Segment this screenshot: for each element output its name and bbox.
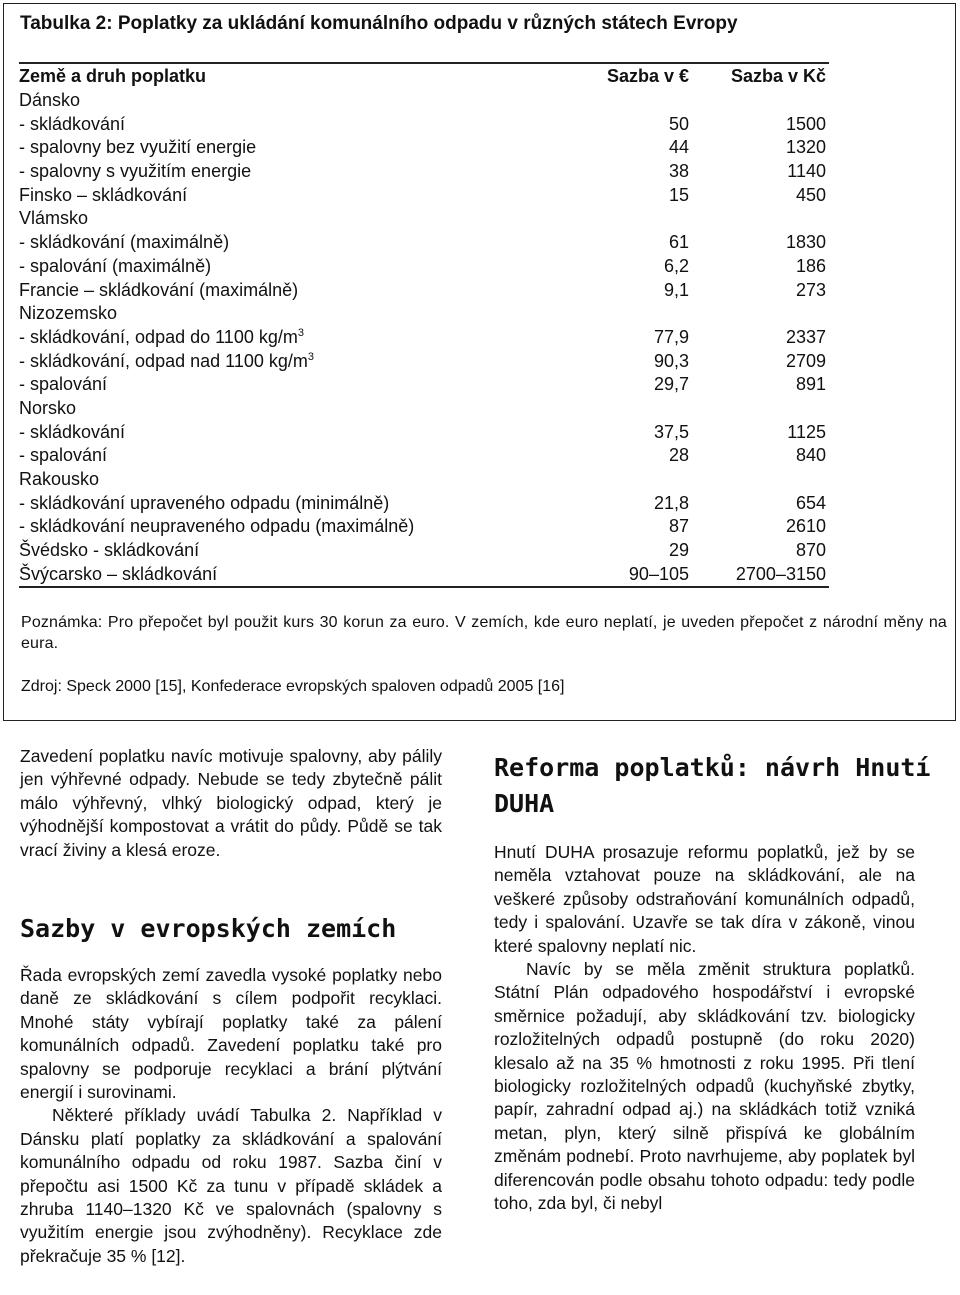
- table-row: [19, 373, 829, 397]
- row-label: - spalování: [19, 374, 108, 395]
- row-label: Nizozemsko: [19, 303, 118, 324]
- table-row: [19, 539, 829, 563]
- heading-reform-proposal: Reforma poplatků: návrh Hnutí DUHA: [494, 753, 931, 818]
- table-row: [19, 207, 829, 231]
- table-row: [19, 444, 829, 468]
- table-row: [19, 231, 829, 255]
- table-row: [19, 326, 829, 350]
- table-row: [19, 350, 829, 374]
- row-label: - skládkování: [19, 113, 126, 134]
- row-label: - skládkování neupraveného odpadu (maximálně): [19, 516, 415, 537]
- left-column-body: [20, 964, 442, 1268]
- table-row: [19, 113, 829, 137]
- row-eur-value: 29,7: [653, 374, 689, 395]
- header-country: Země a druh poplatku: [19, 66, 207, 86]
- row-label: Francie – skládkování (maximálně): [19, 279, 299, 300]
- row-label: Švédsko - skládkování: [19, 540, 200, 561]
- table-row: [19, 89, 829, 113]
- table-source: Zdroj: Speck 2000 [15], Konfederace evropských spaloven odpadů 2005 [16]: [21, 678, 565, 695]
- left-paragraph-2: Některé příklady uvádí Tabulka 2. Například v Dánsku platí poplatky za skládkování a spalování komunálního odpadu od roku 1987. Sazba činí v přepočtu asi 1500 Kč za tunu v případě skládek a zhruba 1140–1320 Kč ve spalovnách (spalovny s využitím energie jsou zvýhodněny). Recyklace zde překračuje 35 % [12].: [20, 1105, 442, 1266]
- row-czk-value: 840: [795, 445, 826, 466]
- row-label: - spalovny bez využití energie: [19, 137, 257, 158]
- right-column-body: [494, 841, 915, 1216]
- row-czk-value: 1125: [787, 421, 826, 442]
- row-eur-value: 44: [668, 137, 689, 158]
- row-czk-value: 1830: [785, 232, 826, 253]
- row-czk-value: 1500: [785, 113, 826, 134]
- row-label: - spalování: [19, 445, 108, 466]
- header-czk: Sazba v Kč: [730, 66, 826, 86]
- row-czk-value: 1140: [787, 161, 826, 182]
- row-label: Dánsko: [19, 90, 81, 110]
- table-row: [19, 515, 829, 539]
- row-czk-value: 654: [795, 492, 826, 513]
- table-row: [19, 421, 829, 445]
- left-paragraph-1: Řada evropských zemí zavedla vysoké poplatky nebo daně ze skládkování s cílem podpořit recyklaci. Mnohé státy vybírají poplatky také za pálení komunálních odpadů. Zavedení poplatku také pro spalovny se podporuje recyklaci a brání plýtvání energií i surovinami.: [20, 965, 442, 1103]
- table-row: [19, 255, 829, 279]
- table-row: [19, 492, 829, 516]
- row-eur-value: 6,2: [663, 255, 689, 276]
- row-czk-value: 2610: [785, 516, 826, 537]
- table-row: [19, 184, 829, 208]
- table-row: [19, 302, 829, 326]
- table-box: [3, 3, 956, 721]
- row-label: Norsko: [19, 397, 77, 418]
- table-row: [19, 468, 829, 492]
- row-eur-value: 28: [668, 445, 689, 466]
- row-eur-value: 15: [668, 184, 689, 205]
- table-row: [19, 397, 829, 421]
- table-row: [19, 136, 829, 160]
- row-eur-value: 29: [668, 540, 689, 561]
- heading-rates-in-europe: Sazby v evropských zemích: [20, 914, 397, 943]
- row-label: Vlámsko: [19, 208, 89, 229]
- row-eur-value: 50: [668, 113, 689, 134]
- unit-superscript: 3: [307, 350, 314, 363]
- table-row: [19, 160, 829, 184]
- row-label: - spalování (maximálně): [19, 255, 212, 276]
- row-label: Rakousko: [19, 469, 100, 489]
- left-intro-paragraph: Zavedení poplatku navíc motivuje spalovny, aby pálily jen výhřevné odpady. Nebude se tedy zbytečně pálit málo výhřevný, vlhký biologický odpad, který je výhodnější kompostovat a vrátit do půdy. Půdě se tak vrací živiny a klesá eroze.: [20, 746, 442, 860]
- row-czk-value: 870: [795, 540, 826, 561]
- row-label: - skládkování, odpad do 1100 $kg/m^3$: [19, 326, 304, 347]
- row-eur-value: 90–105: [628, 563, 689, 584]
- row-eur-value: 90,3: [653, 350, 689, 371]
- row-czk-value: 2709: [785, 350, 826, 371]
- row-eur-value: 21,8: [653, 492, 689, 513]
- row-czk-value: 273: [795, 279, 826, 300]
- table-caption: Tabulka 2: Poplatky za ukládání komunálního odpadu v různých státech Evropy: [20, 13, 738, 34]
- right-paragraph-1: Hnutí DUHA prosazuje reformu poplatků, jež by se neměla vztahovat pouze na skládkování, ale na veškeré způsoby odstraňování komunálních odpadů, tedy i spalování. Uzavře se tak díra v zákoně, vinou které spalovny neplatí nic.: [494, 842, 915, 956]
- row-label: - skládkování (maximálně): [19, 232, 230, 253]
- header-eur: Sazba v €: [606, 66, 689, 86]
- table-header-row: [19, 62, 829, 89]
- table-row: [19, 563, 829, 589]
- table-body: [19, 89, 829, 588]
- fees-table: [19, 62, 829, 588]
- row-czk-value: 1320: [785, 137, 826, 158]
- row-czk-value: 891: [795, 374, 826, 395]
- unit-superscript: 3: [297, 326, 304, 339]
- row-label: - skládkování: [19, 421, 126, 442]
- row-label: - skládkování, odpad nad 1100 $kg/m^3$: [19, 350, 314, 371]
- row-czk-value: 186: [795, 255, 826, 276]
- row-label: Švýcarsko – skládkování: [19, 563, 218, 584]
- row-eur-value: 61: [668, 232, 689, 253]
- row-eur-value: 37,5: [653, 421, 689, 442]
- row-label: - spalovny s využitím energie: [19, 161, 252, 182]
- row-eur-value: 77,9: [653, 326, 689, 347]
- left-column: [20, 745, 442, 862]
- row-czk-value: 450: [795, 184, 826, 205]
- table-note: Poznámka: Pro přepočet byl použit kurs 30 korun za euro. V zemích, kde euro neplatí, je uveden přepočet z národní měny na eura.: [21, 614, 947, 652]
- row-eur-value: 9,1: [663, 279, 689, 300]
- table-row: [19, 279, 829, 303]
- row-eur-value: 38: [668, 161, 689, 182]
- row-czk-value: 2700–3150: [735, 563, 826, 584]
- row-eur-value: 87: [668, 516, 689, 537]
- row-label: Finsko – skládkování: [19, 184, 188, 205]
- row-czk-value: 2337: [785, 326, 826, 347]
- right-paragraph-2: Navíc by se měla změnit struktura poplatků. Státní Plán odpadového hospodářství i evropské směrnice požadují, aby skládkování tzv. biologicky rozložitelných odpadů postupně (do roku 2020) klesalo až na 35 % hmotnosti z roku 1995. Při tlení biologicky rozložitelných odpadů (kuchyňské zbytky, papír, zahradní odpad aj.) na skládkách totiž vzniká metan, plyn, který silně přispívá ke globálním změnám podnebí. Proto navrhujeme, aby poplatek byl diferencován podle obsahu tohoto odpadu: tedy podle toho, zda byl, či nebyl: [494, 959, 915, 1214]
- row-label: - skládkování upraveného odpadu (minimálně): [19, 492, 390, 513]
